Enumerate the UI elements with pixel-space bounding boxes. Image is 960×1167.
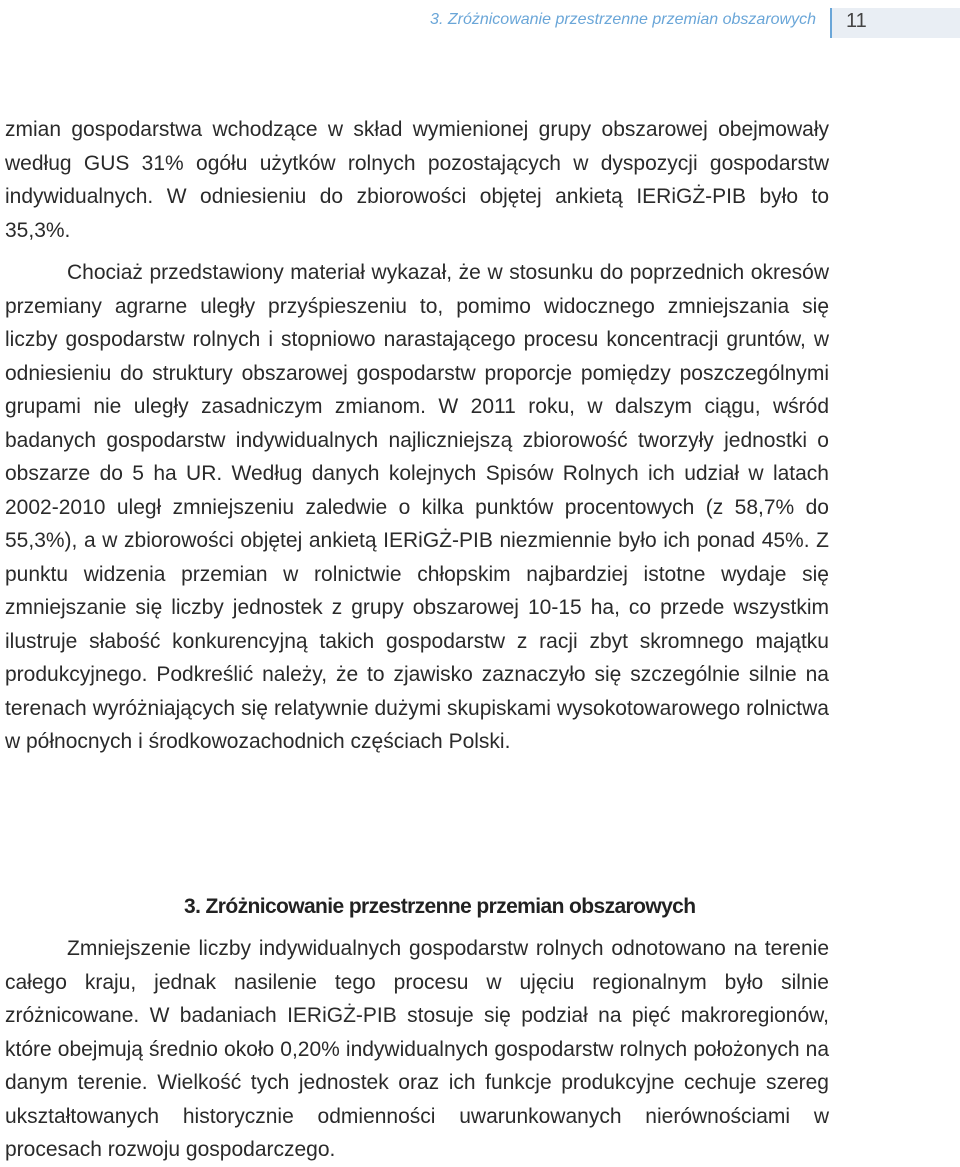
paragraph-regional-differences bbox=[5, 932, 829, 1167]
paragraph-agrarian-changes bbox=[5, 256, 829, 759]
running-header bbox=[0, 8, 960, 38]
page-number-box bbox=[830, 8, 960, 38]
page-number: 11 bbox=[846, 10, 867, 32]
paragraph-text: zmian gospodarstwa wchodzące w skład wymienionej grupy obszarowej obejmowały według GUS 31% ogółu użytków rolnych pozostających w dyspozycji gospodarstw indywidualnych. W odniesieniu do zbiorowości objętej ankietą IERiGŻ-PIB było to 35,3%. bbox=[5, 118, 829, 242]
running-header-title: 3. Zróżnicowanie przestrzenne przemian obszarowych bbox=[430, 11, 816, 28]
paragraph-text: Chociaż przedstawiony materiał wykazał, że w stosunku do poprzednich okresów przemiany agrarne uległy przyśpieszeniu to, pomimo widocznego zmniejszania się liczby gospodarstw rolnych i stopniowo narastającego procesu koncentracji gruntów, w odniesieniu do struktury obszarowej gospodarstw proporcje pomiędzy poszczególnymi grupami nie uległy zasadniczym zmianom. W 2011 roku, w dalszym ciągu, wśród badanych gospodarstw indywidualnych najliczniejszą zbiorowość tworzyły jednostki o obszarze do 5 ha UR. Według danych kolejnych Spisów Rolnych ich udział w latach 2002-2010 uległ zmniejszeniu zaledwie o kilka punktów procentowych (z 58,7% do 55,3%), a w zbiorowości objętej ankietą IERiGŻ-PIB niezmiennie było ich ponad 45%. Z punktu widzenia przemian w rolnictwie chłopskim najbardziej istotne wydaje się zmniejszanie się liczby jednostek z grupy obszarowej 10-15 ha, co przede wszystkim ilustruje słabość konkurencyjną takich gospodarstw z racji zbyt skromnego majątku produkcyjnego. Podkreślić należy, że to zjawisko zaznaczyło się szczególnie silnie na terenach wyróżniających się relatywnie dużymi skupiskami wysokotowarowego rolnictwa w północnych i środkowozachodnich częściach Polski. bbox=[5, 261, 829, 753]
section-heading: 3. Zróżnicowanie przestrzenne przemian obszarowych bbox=[184, 895, 696, 919]
paragraph-continuation bbox=[5, 113, 829, 247]
paragraph-text: Zmniejszenie liczby indywidualnych gospodarstw rolnych odnotowano na terenie całego kraju, jednak nasilenie tego procesu w ujęciu regionalnym było silnie zróżnicowane. W badaniach IERiGŻ-PIB stosuje się podział na pięć makroregionów, które obejmują średnio około 0,20% indywidualnych gospodarstw rolnych położonych na danym terenie. Wielkość tych jednostek oraz ich funkcje produkcyjne cechuje szereg ukształtowanych historycznie odmienności uwarunkowanych nierównościami w procesach rozwoju gospodarczego. bbox=[5, 937, 829, 1161]
